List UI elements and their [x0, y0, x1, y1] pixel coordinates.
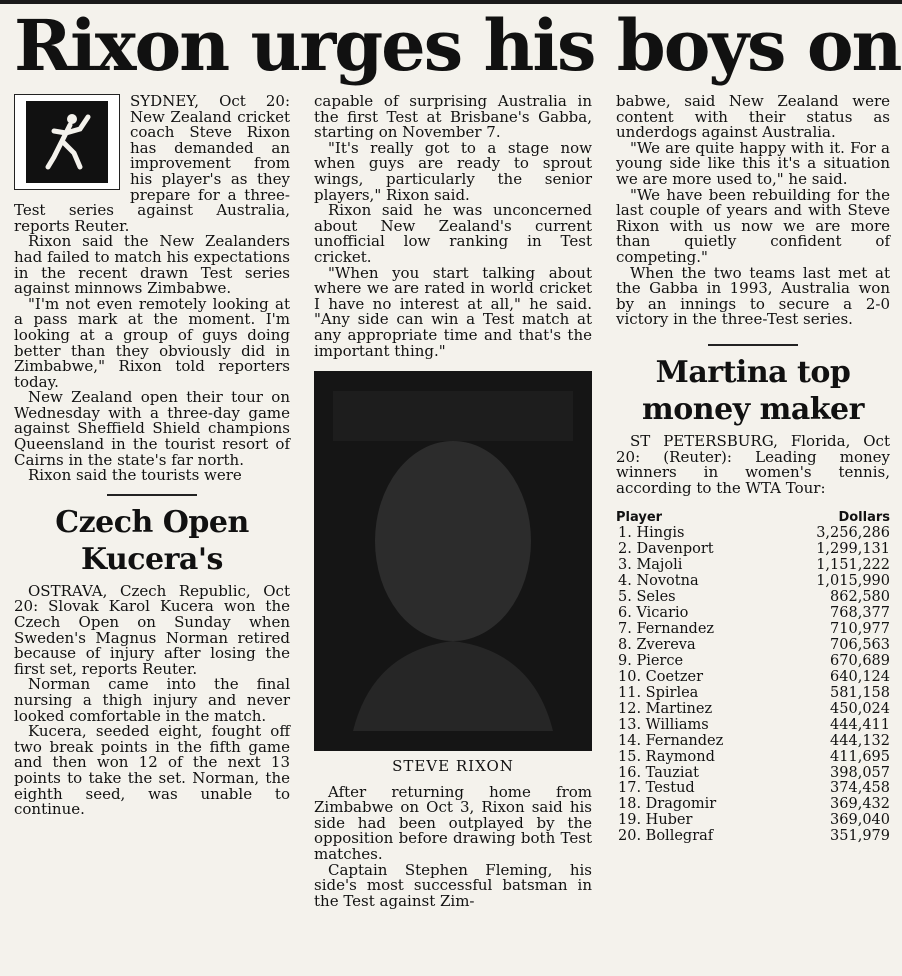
table-row	[616, 606, 890, 622]
prize-money: 710,977	[830, 620, 890, 637]
table-row	[616, 750, 890, 766]
article-paragraph: "When you start talking about where we are rated in world cricket I have no interest at all," he said. "Any side can win a Test match at any appropriate time and that's the important thing."	[314, 263, 592, 360]
prize-money: 862,580	[830, 589, 890, 606]
table-row	[616, 638, 890, 654]
prize-money: 3,256,286	[816, 525, 890, 542]
prize-money: 369,040	[830, 812, 890, 829]
cricket-logo	[14, 94, 120, 190]
table-row	[616, 590, 890, 606]
player-name: 3. Majoli	[618, 557, 683, 574]
headline: Rixon urges his boys on	[14, 4, 901, 87]
cricketer-icon	[32, 107, 102, 177]
player-name: 16. Tauziat	[618, 764, 699, 781]
article-paragraph: "I'm not even remotely looking at a pass mark at the moment. I'm looking at a group of guys doing better than they obviously did in Zimbabwe," Rixon told reporters today.	[14, 294, 290, 391]
article-paragraph: "We are quite happy with it. For a young side like this it's a situation we are more used to," he said.	[616, 138, 890, 188]
table-row	[616, 734, 890, 750]
table-row	[616, 766, 890, 782]
prize-money: 706,563	[830, 636, 890, 653]
player-name: 13. Williams	[618, 716, 709, 733]
player-name: 14. Fernandez	[618, 732, 724, 749]
player-name: 6. Vicario	[618, 605, 689, 621]
article-paragraph: babwe, said New Zealand were content with their status as underdogs against Australia.	[616, 92, 890, 142]
prize-money: 374,458	[830, 780, 890, 797]
section-divider	[107, 494, 197, 496]
prize-money: 411,695	[830, 748, 890, 765]
table-row	[616, 813, 890, 829]
player-name: 12. Martinez	[618, 700, 713, 717]
table-header-player: Player	[616, 510, 663, 526]
table-row	[616, 654, 890, 670]
table-row	[616, 574, 890, 590]
table-row	[616, 829, 890, 845]
prize-money: 444,132	[830, 732, 890, 749]
article-paragraph: New Zealand open their tour on Wednesday with a three-day game against Sheffield Shield champions Queensland in the tourist resort of Cairns in the state's far north.	[14, 388, 290, 469]
article-paragraph: capable of surprising Australia in the first Test at Brisbane's Gabba, starting on November 7.	[314, 92, 592, 142]
player-name: 4. Novotna	[618, 573, 699, 590]
article-paragraph: ST PETERSBURG, Florida, Oct 20: (Reuter): Leading money winners in women's tennis, according to the WTA Tour:	[616, 431, 890, 497]
player-name: 18. Dragomir	[618, 796, 717, 813]
article-paragraph: When the two teams last met at the Gabba in 1993, Australia won by an innings to secure a 2-0 victory in the three-Test series.	[616, 263, 890, 329]
column-1	[14, 94, 290, 818]
player-name: 10. Coetzer	[618, 668, 704, 685]
table-row	[616, 686, 890, 702]
table-header-dollars: Dollars	[838, 510, 890, 526]
czech-headline-line-2: Kucera's	[81, 541, 223, 577]
prize-money: 581,158	[830, 684, 890, 701]
section-divider	[708, 344, 798, 346]
table-row	[616, 702, 890, 718]
article-paragraph: After returning home from Zimbabwe on Oct 3, Rixon said his side had been outplayed by the opposition before drawing both Test matches.	[314, 782, 592, 864]
person-silhouette-icon	[333, 391, 573, 731]
table-row	[616, 622, 890, 638]
article-paragraph: Kucera, seeded eight, fought off two break points in the fifth game and then won 12 of the next 13 points to take the set. Norman, the eighth seed, was unable to continue.	[14, 722, 290, 819]
table-row	[616, 718, 890, 734]
table-row	[616, 670, 890, 686]
prize-money: 398,057	[830, 764, 890, 781]
player-name: 5. Seles	[618, 589, 676, 606]
player-name: 9. Pierce	[618, 652, 684, 669]
prize-money: 1,015,990	[816, 573, 890, 590]
column-3	[616, 94, 890, 845]
player-name: 15. Raymond	[618, 748, 715, 765]
article-paragraph: SYDNEY, Oct 20: New Zealand cricket coach Steve Rixon has demanded an improvement from his player's as they prepare for a three-Test series against Australia, reports Reuter.	[14, 92, 290, 235]
article-paragraph: Rixon said the New Zealanders had failed to match his expectations in the recent drawn Test series against minnows Zimbabwe.	[14, 232, 290, 298]
table-row	[616, 781, 890, 797]
prize-money: 444,411	[830, 716, 890, 733]
prize-money: 1,299,131	[816, 541, 890, 558]
prize-money: 351,979	[830, 828, 890, 845]
martina-headline	[616, 354, 890, 428]
article-paragraph: "It's really got to a stage now when guys are ready to sprout wings, particularly the senior players," Rixon said.	[314, 138, 592, 204]
table-row	[616, 558, 890, 574]
prize-money: 640,124	[830, 668, 890, 685]
article-paragraph: OSTRAVA, Czech Republic, Oct 20: Slovak Karol Kucera won the Czech Open on Sunday when Sweden's Magnus Norman retired because of injury after losing the first set, reports Reuter.	[14, 581, 290, 678]
player-name: 1. Hingis	[618, 525, 685, 542]
prize-money: 450,024	[830, 700, 890, 717]
player-name: 8. Zvereva	[618, 636, 696, 653]
player-name: 19. Huber	[618, 812, 693, 829]
table-header	[616, 510, 890, 526]
czech-headline-line-1: Czech Open	[55, 504, 249, 540]
article-paragraph: "We have been rebuilding for the last couple of years and with Steve Rixon with us now we are more than quietly confident of competing."	[616, 185, 890, 266]
player-name: 17. Testud	[618, 780, 695, 797]
article-paragraph: Captain Stephen Fleming, his side's most successful batsman in the Test against Zim-	[314, 860, 592, 910]
prize-money: 1,151,222	[816, 557, 890, 574]
player-name: 20. Bollegraf	[618, 828, 714, 845]
czech-headline	[14, 504, 290, 578]
portrait-photo	[314, 371, 592, 751]
player-name: 2. Davenport	[618, 541, 714, 558]
column-2	[314, 94, 592, 909]
table-row	[616, 526, 890, 542]
article-paragraph: Rixon said the tourists were	[28, 466, 242, 485]
prize-money: 670,689	[830, 652, 890, 669]
player-name: 7. Fernandez	[618, 620, 715, 637]
prize-money: 369,432	[830, 796, 890, 813]
prize-money: 768,377	[830, 605, 890, 621]
table-row	[616, 797, 890, 813]
article-paragraph: Norman came into the final nursing a thigh injury and never looked comfortable in the match.	[14, 675, 290, 725]
money-table	[616, 510, 890, 845]
article-paragraph: Rixon said he was unconcerned about New Zealand's current unofficial low ranking in Test cricket.	[314, 201, 592, 266]
martina-headline-line-1: Martina top	[655, 354, 851, 390]
photo-caption: STEVE RIXON	[392, 757, 514, 776]
martina-headline-line-2: money maker	[642, 391, 864, 427]
player-name: 11. Spirlea	[618, 684, 699, 701]
table-row	[616, 542, 890, 558]
